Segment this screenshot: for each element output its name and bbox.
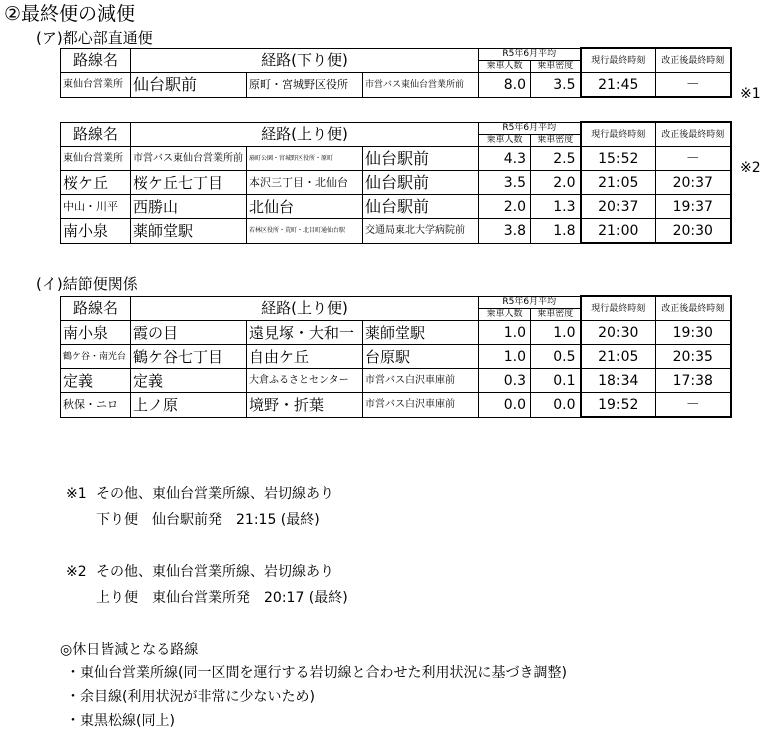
table-row: 定義 定義 大倉ふるさとセンター 市営バス白沢車庫前 0.3 0.1 18:34 17:38 (61, 369, 731, 393)
table-downbound (60, 47, 732, 98)
header-revised-last: 改正後最終時刻 (656, 122, 731, 147)
table-row: 秋保・ニロ 上ノ原 境野・折葉 市営バス白沢車庫前 0.0 0.0 19:52 － (61, 393, 731, 418)
holiday-item: ・余目線(利用状況が非常に少ないため) (66, 689, 315, 705)
note-2-mark: ※2 (66, 564, 87, 580)
table-row: 南小泉 霞の目 遠見塚・大和一 薬師堂駅 1.0 1.0 20:30 19:30 (61, 321, 731, 345)
header-route: 路線名 (61, 296, 131, 321)
header-riders: 乗車人数 (479, 134, 531, 146)
table-row: 南小泉 薬師堂駅 若林区役所・荒町・北目町通仙台駅 交通局東北大学病院前 3.8 1.8 21:00 20:30 (61, 219, 731, 244)
header-path: 経路(下り便) (131, 48, 479, 73)
table-row: 中山・川平 西勝山 北仙台 仙台駅前 2.0 1.3 20:37 19:37 (61, 195, 731, 219)
table-row: 鶴ケ谷・南光台 鶴ケ谷七丁目 自由ケ丘 台原駅 1.0 0.5 21:05 20:35 (61, 345, 731, 369)
note-1-line2: 下り便 仙台駅前発 21:15 (最終) (96, 512, 320, 528)
header-path: 経路(上り便) (131, 122, 479, 147)
holiday-item: ・東黒松線(同上) (66, 713, 175, 729)
header-r5: R5年6月平均 (479, 296, 581, 308)
note-marker-2: ※2 (740, 160, 761, 176)
note-marker-1: ※1 (740, 86, 761, 102)
header-route: 路線名 (61, 48, 131, 73)
note-1-mark: ※1 (66, 486, 87, 502)
table-upbound (60, 121, 732, 244)
header-current-last: 現行最終時刻 (581, 48, 656, 73)
header-path: 経路(上り便) (131, 296, 479, 321)
section-a-heading: (ア)都心部直通便 (36, 29, 153, 47)
note-1-line1: その他、東仙台営業所線、岩切線あり (96, 486, 334, 502)
section-b-heading: (イ)結節便関係 (36, 275, 138, 293)
header-route: 路線名 (61, 122, 131, 147)
header-revised-last: 改正後最終時刻 (656, 296, 731, 321)
header-riders: 乗車人数 (479, 60, 531, 72)
page-title: ②最終便の減便 (4, 3, 136, 25)
header-density: 乗車密度 (531, 134, 581, 146)
holiday-title: ◎休日皆減となる路線 (60, 642, 199, 658)
note-2-line1: その他、東仙台営業所線、岩切線あり (96, 564, 334, 580)
header-current-last: 現行最終時刻 (581, 122, 656, 147)
header-current-last: 現行最終時刻 (581, 296, 656, 321)
note-2-line2: 上り便 東仙台営業所発 20:17 (最終) (96, 590, 348, 606)
header-density: 乗車密度 (531, 60, 581, 72)
table-row: 桜ケ丘 桜ケ丘七丁目 本沢三丁目・北仙台 仙台駅前 3.5 2.0 21:05 20:37 (61, 171, 731, 195)
table-row: 東仙台営業所 仙台駅前 原町・宮城野区役所 市営バス東仙台営業所前 8.0 3.5 21:45 － (61, 73, 731, 98)
holiday-item: ・東仙台営業所線(同一区間を運行する岩切線と合わせた利用状況に基づき調整) (66, 665, 567, 681)
header-riders: 乗車人数 (479, 308, 531, 320)
header-revised-last: 改正後最終時刻 (656, 48, 731, 73)
header-r5: R5年6月平均 (479, 48, 581, 60)
header-r5: R5年6月平均 (479, 122, 581, 134)
table-row: 東仙台営業所 市営バス東仙台営業所前 扇町公園・宮城野区役所・原町 仙台駅前 4.3 2.5 15:52 － (61, 147, 731, 171)
table-connection (60, 295, 732, 418)
header-density: 乗車密度 (531, 308, 581, 320)
